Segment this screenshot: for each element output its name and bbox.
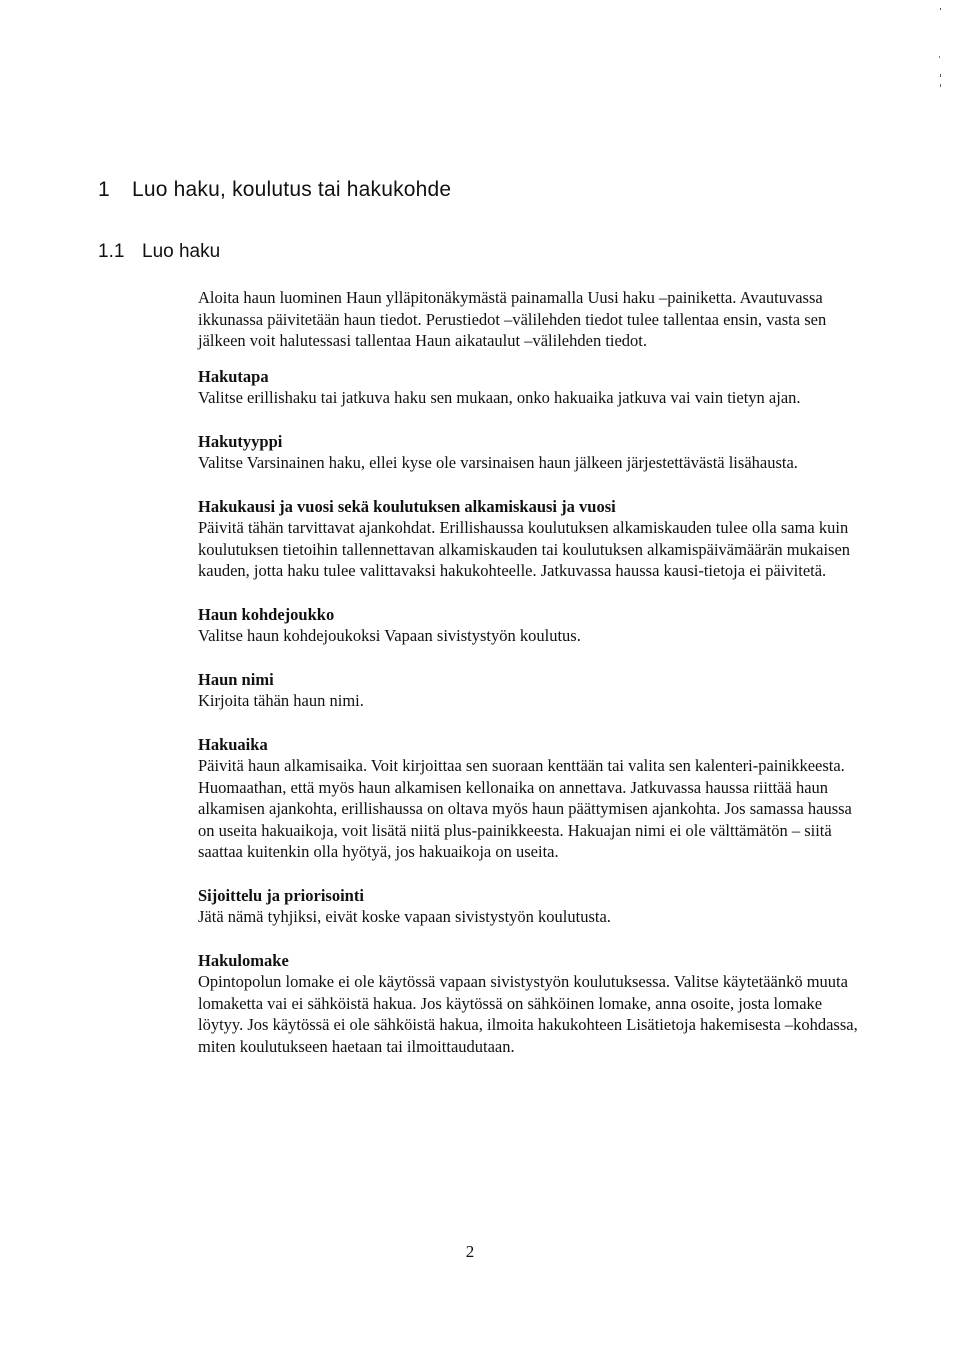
section-title: Hakulomake [198,950,289,970]
section-text: Jätä nämä tyhjiksi, eivät koske vapaan sivistystyön koulutusta. [198,907,611,926]
section-title: Hakutapa [198,366,269,386]
section-text: Valitse erillishaku tai jatkuva haku sen mukaan, onko hakuaika jatkuva vai vain tietyn ajan. [198,388,801,407]
document-body [198,287,858,1079]
section-hakutapa [198,366,858,409]
section-text: Valitse haun kohdejoukoksi Vapaan sivistystyön koulutus. [198,626,581,645]
scan-artifact-mark [939,8,942,88]
section-text: Opintopolun lomake ei ole käytössä vapaan sivistystyön koulutuksessa. Valitse käytetäänkö muuta lomaketta vai ei sähköistä hakua. Jos käytössä on sähköinen lomake, anna osoite, josta lomake löytyy. Jos käytössä ei ole sähköistä hakua, ilmoita hakukohteen Lisätietoja hakemisesta –kohdassa, miten koulutukseen haetaan tai ilmoittaudutaan. [198,972,858,1056]
page-number: 2 [465,1242,475,1261]
section-title: Hakuaika [198,734,268,754]
heading-2-title: Luo haku [142,241,221,262]
intro-paragraph: Aloita haun luominen Haun ylläpitonäkymästä painamalla Uusi haku –painiketta. Avautuvassa ikkunassa päivitetään haun tiedot. Perustiedot –välilehden tiedot tulee tallentaa ensin, vasta sen jälkeen voit halutessasi tallentaa Haun aikataulut –välilehden tiedot. [198,288,827,350]
heading-1-title: Luo haku, koulutus tai hakukohde [132,178,452,201]
section-haun-kohdejoukko [198,604,858,647]
heading-1 [98,178,451,202]
section-hakuaika [198,734,858,863]
section-hakukausi [198,496,858,582]
section-hakulomake [198,950,858,1058]
section-hakutyyppi [198,431,858,474]
section-text: Päivitä haun alkamisaika. Voit kirjoittaa sen suoraan kenttään tai valita sen kalenteri-painikkeesta. Huomaathan, että myös haun alkamisen kellonaika on annettava. Jatkuvassa haussa riittää haun alkamisen ajankohta, erillishaussa on oltava myös haun päättymisen ajankohta. Jos samassa haussa on useita hakuaikoja, voit lisätä niitä plus-painikkeesta. Hakuajan nimi ei ole välttämätön – siitä saattaa kuitenkin olla hyötyä, jos hakuaikoja on useita. [198,756,852,861]
section-text: Valitse Varsinainen haku, ellei kyse ole varsinaisen haun jälkeen järjestettävästä lisähausta. [198,453,798,472]
section-title: Haun kohdejoukko [198,604,335,624]
section-text: Kirjoita tähän haun nimi. [198,691,364,710]
heading-2 [98,241,220,263]
section-title: Hakutyyppi [198,431,283,451]
heading-2-number: 1.1 [98,241,125,262]
section-text: Päivitä tähän tarvittavat ajankohdat. Erillishaussa koulutuksen alkamiskauden tulee olla sama kuin koulutuksen tietoihin tallennettavan alkamiskauden tai koulutuksen alkamispäivämäärän mukaisen kauden, jotta haku tulee valittavaksi hakukohteelle. Jatkuvassa haussa kausi-tietoja ei päivitetä. [198,518,851,580]
heading-1-number: 1 [98,178,110,201]
section-sijoittelu [198,885,858,928]
section-haun-nimi [198,669,858,712]
section-title: Haun nimi [198,669,274,689]
section-title: Hakukausi ja vuosi sekä koulutuksen alkamiskausi ja vuosi [198,496,616,516]
section-title: Sijoittelu ja priorisointi [198,885,364,905]
